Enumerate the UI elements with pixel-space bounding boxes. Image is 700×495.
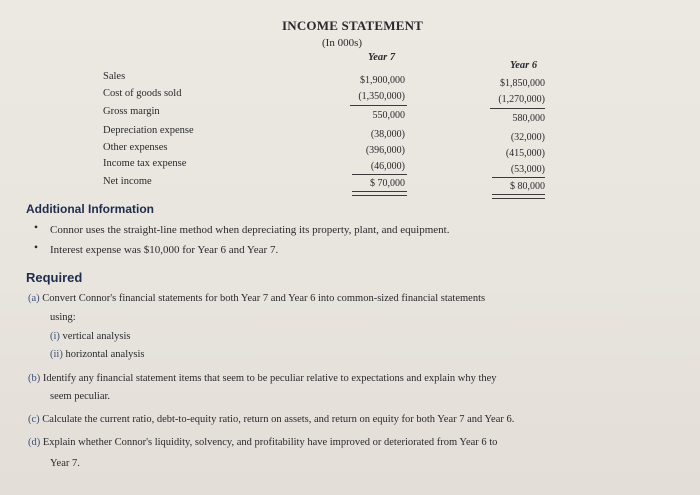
statement-title: INCOME STATEMENT	[282, 18, 424, 33]
req-c-line-1	[28, 414, 514, 425]
req-a-text: Convert Connor's financial statements for both Year 7 and Year 6 into common-sized financial statements	[42, 293, 486, 304]
row-label-gross-margin: Gross margin	[103, 106, 160, 117]
req-a-line-2: using:	[50, 312, 76, 323]
bullet-dot-icon: •	[34, 222, 39, 234]
req-d-text: Explain whether Connor's liquidity, solvency, and profitability have improved or deteriorated from Year 6 to	[42, 437, 498, 448]
req-b-line-2: seem peculiar.	[50, 391, 111, 402]
additional-bullet-1: Connor uses the straight-line method when depreciating its property, plant, and equipment.	[50, 224, 450, 236]
y7-cogs: (1,350,000)	[358, 91, 405, 102]
y6-income-tax: (53,000)	[510, 164, 545, 175]
req-b-marker: (b)	[28, 373, 41, 384]
bullet-dot-icon: •	[34, 242, 39, 254]
req-d-line-1	[28, 437, 497, 448]
row-label-sales: Sales	[103, 71, 126, 82]
y7-depreciation: (38,000)	[370, 129, 405, 140]
additional-info-heading: Additional Information	[26, 202, 154, 216]
y7-total-rule	[352, 174, 407, 175]
y6-depreciation: (32,000)	[510, 132, 545, 143]
row-label-cogs: Cost of goods sold	[103, 88, 182, 99]
y7-other-expenses: (396,000)	[365, 145, 405, 156]
y7-net-income: $ 70,000	[370, 178, 405, 189]
req-d-line-2: Year 7.	[50, 458, 80, 469]
y6-total-rule	[492, 177, 545, 178]
req-c-text: Calculate the current ratio, debt-to-equity ratio, return on assets, and return on equity for both Year 7 and Year 6.	[42, 414, 515, 425]
y7-double-rule	[352, 191, 407, 196]
y6-other-expenses: (415,000)	[505, 148, 545, 159]
req-a-line-1	[28, 293, 485, 304]
y6-gross-margin: 580,000	[512, 113, 545, 124]
statement-subtitle: (In 000s)	[322, 37, 363, 49]
y6-net-income: $ 80,000	[510, 181, 545, 192]
y6-double-rule	[492, 194, 545, 199]
req-d-marker: (d)	[28, 437, 41, 448]
year7-column-header: Year 7	[368, 52, 396, 63]
req-a-ii-text: horizontal analysis	[65, 349, 145, 360]
row-label-depreciation: Depreciation expense	[103, 125, 194, 136]
row-label-net-income: Net income	[103, 176, 152, 187]
additional-bullet-2: Interest expense was $10,000 for Year 6 and Year 7.	[50, 244, 279, 256]
req-b-text: Identify any financial statement items that seem to be peculiar relative to expectations and explain why they	[42, 373, 497, 384]
year6-column-header: Year 6	[510, 60, 538, 71]
req-a-marker: (a)	[28, 293, 40, 304]
req-c-marker: (c)	[28, 414, 40, 425]
y7-sales: $1,900,000	[360, 75, 405, 86]
req-a-ii	[50, 349, 144, 360]
row-label-other-expenses: Other expenses	[103, 142, 168, 153]
req-a-i	[50, 331, 130, 342]
required-heading: Required	[26, 270, 83, 285]
y7-gross-margin: 550,000	[372, 110, 405, 121]
req-a-ii-marker: (ii)	[50, 349, 63, 360]
y6-sales: $1,850,000	[500, 78, 545, 89]
y7-subtotal-rule	[350, 105, 407, 106]
req-a-i-marker: (i)	[50, 331, 60, 342]
y7-income-tax: (46,000)	[370, 161, 405, 172]
row-label-income-tax: Income tax expense	[103, 158, 187, 169]
y6-cogs: (1,270,000)	[498, 94, 545, 105]
req-a-i-text: vertical analysis	[62, 331, 131, 342]
y6-subtotal-rule	[490, 108, 545, 109]
req-b-line-1	[28, 373, 497, 384]
